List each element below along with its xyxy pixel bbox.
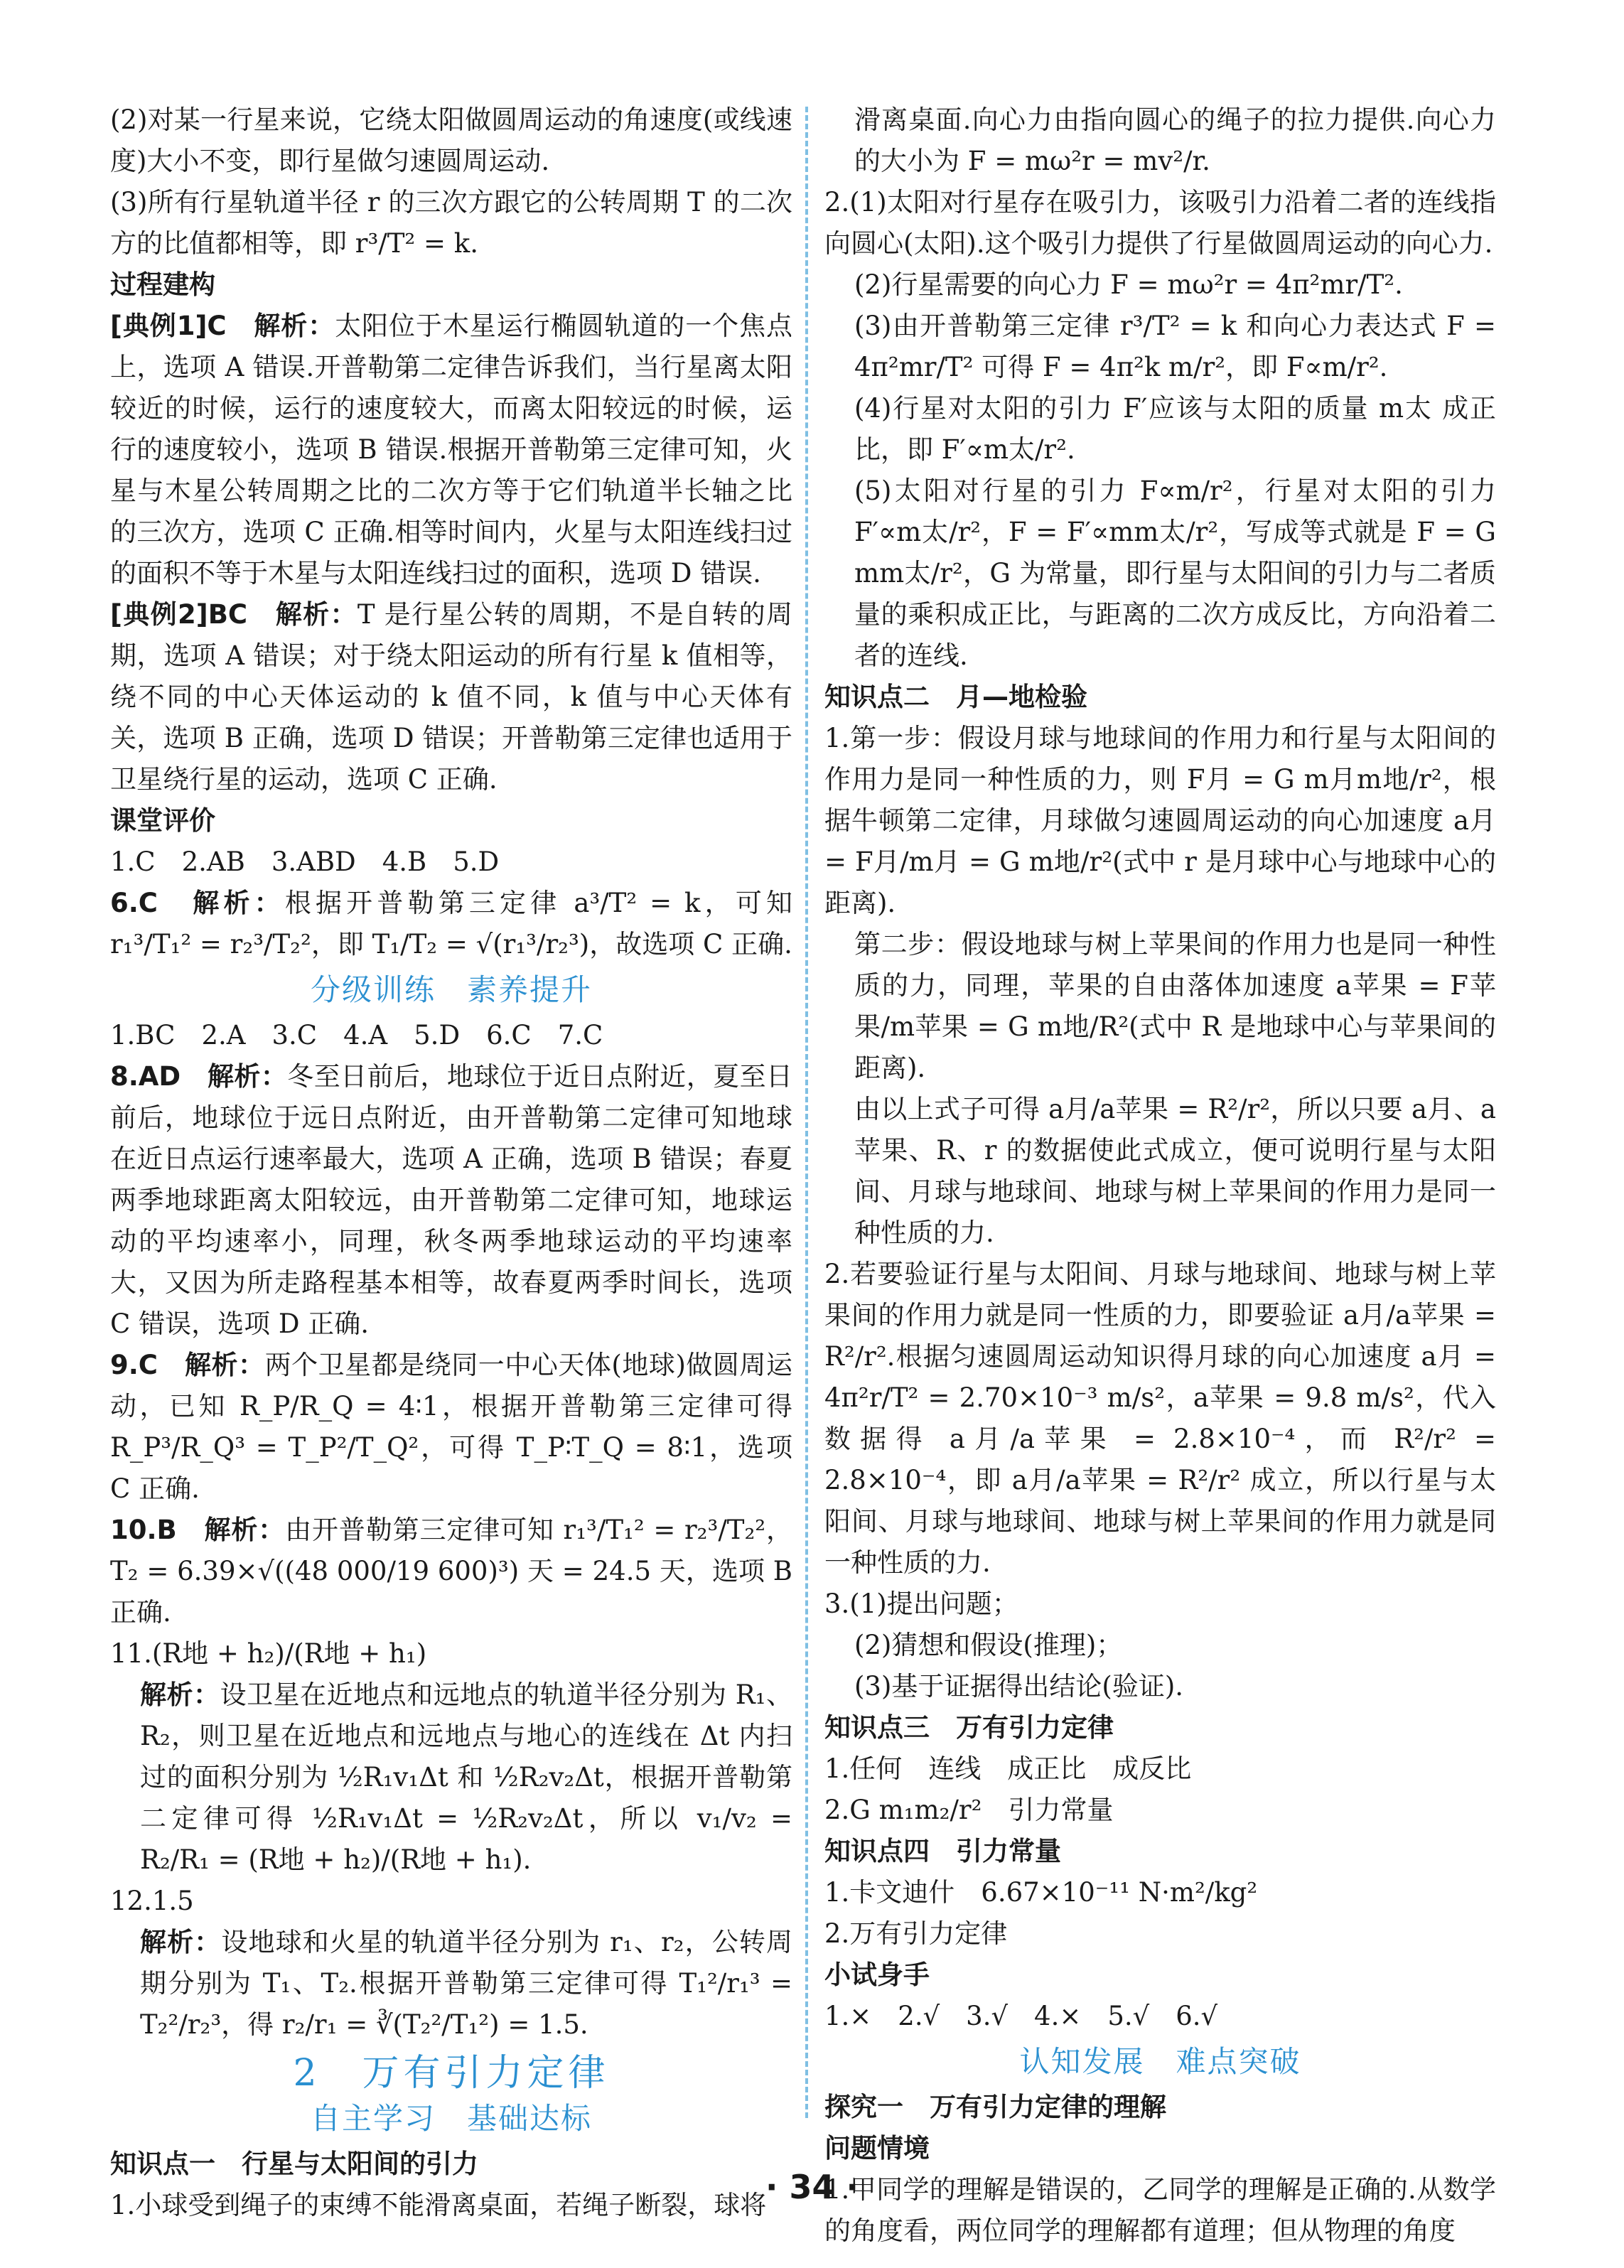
answer-label: 10.B 解析：	[110, 1515, 286, 1545]
explanation-text: 设卫星在近地点和远地点的轨道半径分别为 R₁、R₂，则卫星在近地点和远地点与地心的连线在 Δt 内扫过的面积分别为 ½R₁v₁Δt 和 ½R₂v₂Δt，根据开普勒第二定律可得 ½R₁v₁Δt = ½R₂v₂Δt，所以 v₁/v₂ = R₂/R₁ = (R地 + h₂)/(R地 + h₁).	[140, 1679, 793, 1875]
explanation-text: 太阳位于木星运行椭圆轨道的一个焦点上，选项 A 错误.开普勒第二定律告诉我们，当行星离太阳较近的时候，运行的速度较大，而离太阳较远的时候，运行的速度较小，选项 B 错误.根据开普勒第三定律可知，火星与木星公转周期之比的二次方等于它们轨道半长轴之比的三次方，选项 C 正确.相等时间内，火星与太阳连线扫过的面积不等于木星与太阳连线扫过的面积，选项 D 错误.	[110, 311, 793, 589]
answer-explanation	[110, 306, 792, 594]
section-heading: 知识点一 行星与太阳间的引力	[110, 2149, 478, 2179]
section-heading: 知识点四 引力常量	[824, 1836, 1061, 1866]
paragraph: 1.任何 连线 成正比 成反比	[824, 1753, 1192, 1784]
answer-explanation	[110, 1675, 792, 1881]
paragraph: (5)太阳对行星的引力 F∝m/r²，行星对太阳的引力 F′∝m太/r²，F = F′∝mm太/r²，写成等式就是 F = G mm太/r²，G 为常量，即行星与太阳间的引力与二者质量的乘积成正比，与距离的二次方成反比，方向沿着二者的连线.	[854, 475, 1496, 671]
answer-label: [典例2]BC 解析：	[110, 599, 357, 630]
explanation-text: 两个卫星都是绕同一中心天体(地球)做圆周运动，已知 R_P/R_Q = 4∶1，根据开普勒第三定律可得 R_P³/R_Q³ = T_P²/T_Q²，可得 T_P∶T_Q = 8∶1，选项 C 正确.	[110, 1350, 792, 1504]
paragraph: 1.C 2.AB 3.ABD 4.B 5.D	[110, 847, 500, 877]
answer-explanation	[110, 883, 792, 965]
answer-explanation	[110, 1510, 792, 1633]
section-heading: 过程建构	[110, 269, 215, 300]
left-column	[110, 100, 792, 2226]
explanation-text: 设地球和火星的轨道半径分别为 r₁、r₂，公转周期分别为 T₁、T₂.根据开普勒第三定律可得 T₁²/r₁³ = T₂²/r₂³，得 r₂/r₁ = ∛(T₂²/T₁²) = 1.5.	[140, 1927, 792, 2040]
explanation-text: 由开普勒第三定律可知 r₁³/T₁² = r₂³/T₂²，T₂ = 6.39×√((48 000/19 600)³) 天 = 24.5 天，选项 B 正确.	[110, 1515, 793, 1628]
column-divider	[805, 107, 808, 2118]
paragraph: 1.卡文迪什 6.67×10⁻¹¹ N·m²/kg²	[824, 1877, 1258, 1908]
paragraph: (4)行星对太阳的引力 F′应该与太阳的质量 m太 成正比，即 F′∝m太/r².	[854, 393, 1496, 465]
answer-label: 6.C 解析：	[110, 888, 285, 918]
section-band-title: 认知发展 难点突破	[1019, 2044, 1301, 2079]
paragraph: 1.BC 2.A 3.C 4.A 5.D 6.C 7.C	[110, 1020, 603, 1050]
answer-explanation	[110, 1056, 792, 1345]
chapter-title: 2 万有引力定律	[293, 2052, 610, 2095]
explanation-text: T 是行星公转的周期，不是自转的周期，选项 A 错误；对于绕太阳运动的所有行星 k 值相等，绕不同的中心天体运动的 k 值不同，k 值与中心天体有关，选项 B 正确，选项 D 错误；开普勒第三定律也适用于卫星绕行星的运动，选项 C 正确.	[110, 599, 792, 795]
section-heading: 探究一 万有引力定律的理解	[824, 2092, 1166, 2122]
paragraph: 2.万有引力定律	[824, 1918, 1008, 1949]
paragraph: 1.× 2.√ 3.√ 4.× 5.√ 6.√	[824, 2001, 1218, 2031]
paragraph: (2)猜想和假设(推理)；	[854, 1630, 1123, 1660]
explanation-text: 根据开普勒第三定律 a³/T² = k，可知 r₁³/T₁² = r₂³/T₂²，即 T₁/T₂ = √(r₁³/r₂³)，故选项 C 正确.	[110, 888, 792, 960]
answer-explanation	[110, 594, 792, 800]
paragraph: 2.(1)太阳对行星存在吸引力，该吸引力沿着二者的连线指向圆心(太阳).这个吸引力提供了行星做圆周运动的向心力.	[824, 187, 1496, 259]
section-band-title: 自主学习 基础达标	[310, 2101, 592, 2136]
answer-explanation	[110, 1345, 792, 1510]
paragraph: 2.若要验证行星与太阳间、月球与地球间、地球与树上苹果间的作用力就是同一性质的力，即要验证 a月/a苹果 = R²/r².根据匀速圆周运动知识得月球的向心加速度 a月 = 4π²r/T² = 2.70×10⁻³ m/s²，a苹果 = 9.8 m/s²，代入数据得 a月/a苹果 = 2.8×10⁻⁴，而 R²/r² = 2.8×10⁻⁴，即 a月/a苹果 = R²/r² 成立，所以行星与太阳间、月球与地球间、地球与树上苹果间的作用力就是同一种性质的力.	[824, 1259, 1496, 1578]
paragraph: 1.小球受到绳子的束缚不能滑离桌面，若绳子断裂，球将	[110, 2190, 767, 2220]
paragraph: (3)所有行星轨道半径 r 的三次方跟它的公转周期 T 的二次方的比值都相等，即 r³/T² = k.	[110, 187, 792, 259]
paragraph: 第二步：假设地球与树上苹果间的作用力也是同一种性质的力，同理，苹果的自由落体加速度 a苹果 = F苹果/m苹果 = G m地/R²(式中 R 是地球中心与苹果间的距离).	[854, 929, 1496, 1083]
paragraph: (3)由开普勒第三定律 r³/T² = k 和向心力表达式 F = 4π²mr/T² 可得 F = 4π²k m/r²，即 F∝m/r².	[854, 311, 1496, 382]
section-heading: 课堂评价	[110, 805, 215, 836]
paragraph: 3.(1)提出问题；	[824, 1589, 1018, 1619]
paragraph: 滑离桌面.向心力由指向圆心的绳子的拉力提供.向心力的大小为 F = mω²r = mv²/r.	[854, 104, 1496, 176]
section-heading: 问题情境	[824, 2133, 930, 2164]
paragraph: 12.1.5	[110, 1886, 194, 1916]
paragraph: 11.(R地 + h₂)/(R地 + h₁)	[110, 1638, 427, 1669]
paragraph: 1.甲同学的理解是错误的，乙同学的理解是正确的.从数学的角度看，两位同学的理解都有道理；但从物理的角度	[824, 2174, 1496, 2246]
answer-label: 8.AD 解析：	[110, 1061, 288, 1092]
section-band-title: 分级训练 素养提升	[310, 972, 592, 1007]
answer-label: 9.C 解析：	[110, 1350, 265, 1380]
page-number: · 34 ·	[765, 2168, 859, 2206]
paragraph: 2.G m₁m₂/r² 引力常量	[824, 1795, 1114, 1825]
right-column	[824, 100, 1496, 2252]
paragraph: (3)基于证据得出结论(验证).	[854, 1671, 1184, 1702]
section-heading: 知识点三 万有引力定律	[824, 1712, 1114, 1743]
answer-explanation	[110, 1922, 792, 2046]
answer-label: [典例1]C 解析：	[110, 311, 335, 341]
paragraph: 由以上式子可得 a月/a苹果 = R²/r²，所以只要 a月、a苹果、R、r 的数据使此式成立，便可说明行星与太阳间、月球与地球间、地球与树上苹果间的作用力是同一种性质的力.	[854, 1094, 1496, 1248]
section-heading: 知识点二 月—地检验	[824, 682, 1087, 712]
section-heading: 小试身手	[824, 1960, 930, 1990]
paragraph: (2)对某一行星来说，它绕太阳做圆周运动的角速度(或线速度)大小不变，即行星做匀速圆周运动.	[110, 104, 792, 176]
explanation-text: 冬至日前后，地球位于近日点附近，夏至日前后，地球位于远日点附近，由开普勒第二定律可知地球在近日点运行速率最大，选项 A 正确，选项 B 错误；春夏两季地球距离太阳较远，由开普勒第二定律可知，地球运动的平均速率小，同理，秋冬两季地球运动的平均速率大，又因为所走路程基本相等，故春夏两季时间长，选项 C 错误，选项 D 正确.	[110, 1061, 792, 1339]
paragraph: (2)行星需要的向心力 F = mω²r = 4π²mr/T².	[854, 269, 1403, 300]
answer-label: 解析：	[140, 1679, 220, 1710]
answer-label: 解析：	[140, 1927, 222, 1957]
paragraph: 1.第一步：假设月球与地球间的作用力和行星与太阳间的作用力是同一种性质的力，则 F月 = G m月m地/r²，根据牛顿第二定律，月球做匀速圆周运动的向心加速度 a月 = F月/m月 = G m地/r²(式中 r 是月球中心与地球中心的距离).	[824, 723, 1496, 918]
